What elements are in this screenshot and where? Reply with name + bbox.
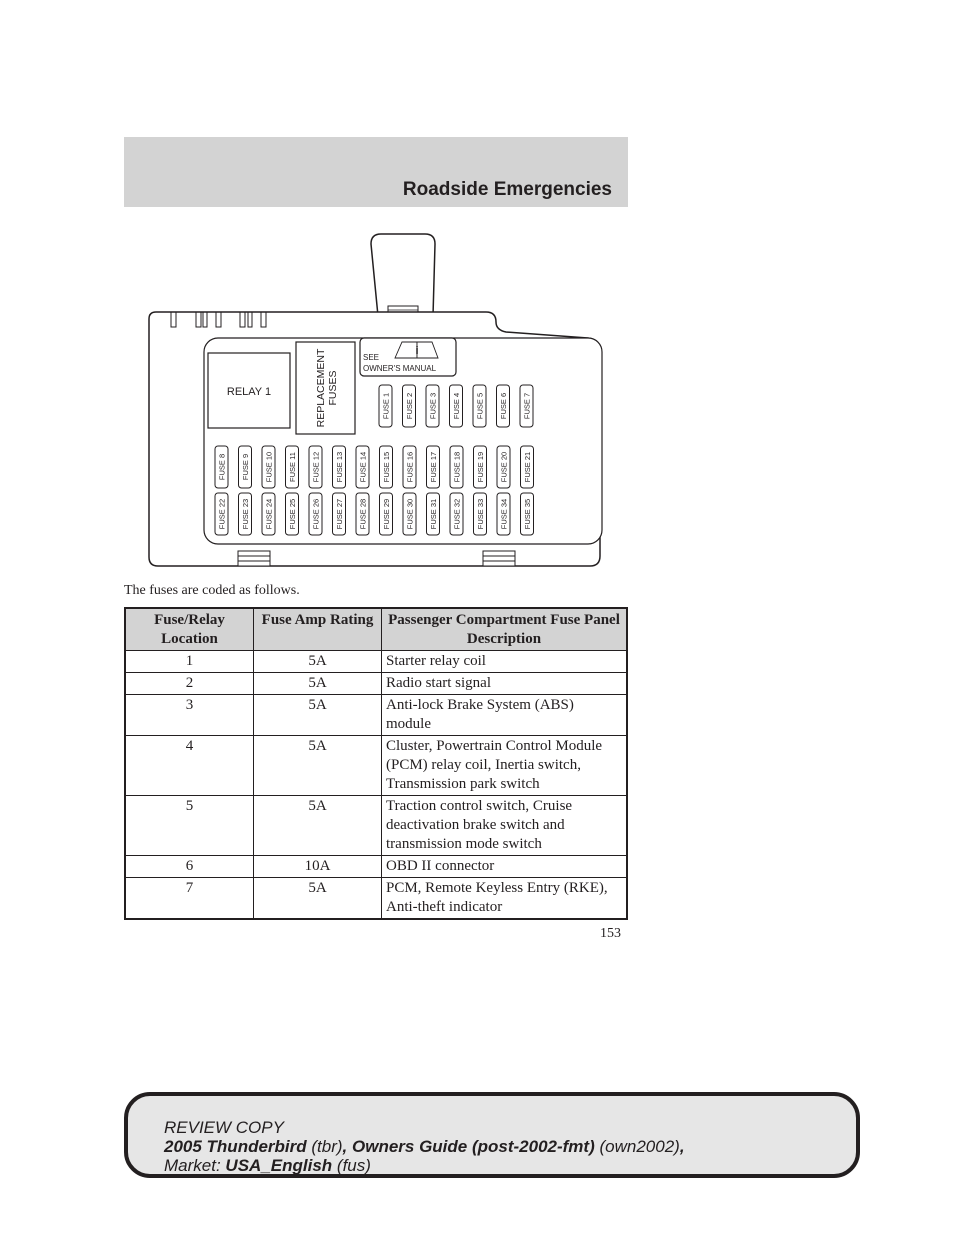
- owners-manual-label: OWNER'S MANUAL: [363, 364, 437, 373]
- fuse-label: FUSE 10: [264, 451, 274, 483]
- fuse-label: FUSE 7: [522, 392, 532, 420]
- fuse-label: FUSE 33: [476, 498, 485, 530]
- replacement-fuses-line1: REPLACEMENT: [315, 348, 327, 428]
- fuse-label: FUSE 8: [217, 453, 227, 481]
- cell-location: 7: [125, 878, 254, 920]
- cell-description: Starter relay coil: [382, 651, 628, 673]
- trailing-comma: ,: [679, 1137, 685, 1156]
- fuse-label: FUSE 16: [405, 451, 415, 483]
- fuse-panel-diagram: [140, 230, 610, 575]
- fuse-label: FUSE 1: [381, 392, 391, 420]
- fuse-label: FUSE 14: [358, 451, 368, 483]
- section-title: Roadside Emergencies: [402, 179, 612, 200]
- fuse-label: FUSE 9: [241, 453, 250, 481]
- fuse-label: FUSE 25: [288, 498, 297, 530]
- guide-name: , Owners Guide (post-2002-fmt): [342, 1137, 595, 1156]
- model-code: (tbr): [311, 1137, 343, 1156]
- cell-amp: 5A: [254, 673, 382, 695]
- fuse-label: FUSE 11: [288, 452, 297, 482]
- cell-location: 2: [125, 673, 254, 695]
- intro-text: The fuses are coded as follows.: [124, 583, 300, 598]
- cell-amp: 5A: [254, 796, 382, 856]
- table-row: [125, 878, 627, 920]
- table-row: [125, 651, 627, 673]
- guide-code: (own2002): [599, 1137, 680, 1156]
- market-label: Market:: [164, 1156, 221, 1175]
- fuse-label: FUSE 29: [382, 498, 391, 530]
- review-copy-text: [164, 1118, 685, 1175]
- cell-amp: 5A: [254, 736, 382, 796]
- market-name: USA_English: [225, 1156, 333, 1175]
- review-copy-label: REVIEW COPY: [164, 1118, 284, 1137]
- fuse-label: FUSE 5: [475, 392, 485, 420]
- fuse-table: [124, 607, 628, 920]
- fuse-label: FUSE 6: [499, 392, 508, 420]
- cell-description: Traction control switch, Cruise deactivation brake switch and transmission mode switch: [382, 796, 628, 856]
- header-amp-rating: Fuse Amp Rating: [254, 608, 382, 651]
- cell-location: 6: [125, 856, 254, 878]
- fuse-label: FUSE 4: [452, 392, 461, 420]
- fuse-label: FUSE 23: [241, 498, 250, 530]
- table-header-row: [125, 608, 627, 651]
- fuse-label: FUSE 21: [523, 451, 532, 483]
- replacement-fuses-line2: FUSES: [327, 370, 339, 406]
- fuse-panel-svg: [140, 230, 610, 575]
- fuse-label: FUSE 31: [429, 498, 438, 530]
- market-code: (fus): [336, 1156, 371, 1175]
- cell-location: 5: [125, 796, 254, 856]
- header-description: Passenger Compartment Fuse Panel Description: [382, 608, 628, 651]
- cell-description: OBD II connector: [382, 856, 628, 878]
- model-name: 2005 Thunderbird: [164, 1137, 307, 1156]
- cell-amp: 5A: [254, 695, 382, 736]
- fuse-label: FUSE 27: [335, 498, 344, 530]
- cell-location: 1: [125, 651, 254, 673]
- fuse-label: FUSE 30: [405, 498, 415, 530]
- table-row: [125, 673, 627, 695]
- fuse-label: FUSE 15: [382, 451, 391, 483]
- fuse-label: FUSE 3: [428, 392, 438, 420]
- table-row: [125, 736, 627, 796]
- cell-description: Radio start signal: [382, 673, 628, 695]
- table-row: [125, 856, 627, 878]
- fuse-label: FUSE 26: [311, 498, 321, 530]
- fuse-label: FUSE 32: [452, 498, 462, 530]
- fuse-label: FUSE 28: [358, 498, 368, 530]
- fuse-label: FUSE 34: [499, 498, 509, 530]
- fuse-label: FUSE 17: [429, 451, 438, 483]
- cell-description: Cluster, Powertrain Control Module (PCM) relay coil, Inertia switch, Transmission park switch: [382, 736, 628, 796]
- header-location: Fuse/Relay Location: [125, 608, 254, 651]
- see-label: SEE: [363, 353, 380, 362]
- fuse-label: FUSE 35: [523, 498, 532, 530]
- fuse-label: FUSE 20: [499, 451, 509, 483]
- info-icon: i: [415, 345, 419, 357]
- fuse-label: FUSE 18: [452, 451, 462, 483]
- cell-location: 3: [125, 695, 254, 736]
- cell-location: 4: [125, 736, 254, 796]
- review-copy-footer: [124, 1092, 860, 1178]
- fuse-label: FUSE 2: [405, 392, 414, 420]
- cell-amp: 5A: [254, 878, 382, 920]
- relay-label: RELAY 1: [226, 386, 272, 398]
- table-row: [125, 796, 627, 856]
- table-row: [125, 695, 627, 736]
- fuse-label: FUSE 19: [476, 451, 485, 483]
- section-header: [124, 137, 628, 207]
- cell-amp: 5A: [254, 651, 382, 673]
- fuse-label: FUSE 24: [264, 498, 274, 530]
- page-number: 153: [600, 926, 621, 941]
- fuse-label: FUSE 13: [335, 451, 344, 483]
- cell-description: Anti-lock Brake System (ABS) module: [382, 695, 628, 736]
- fuse-label: FUSE 22: [217, 498, 227, 530]
- cell-description: PCM, Remote Keyless Entry (RKE), Anti-theft indicator: [382, 878, 628, 920]
- cell-amp: 10A: [254, 856, 382, 878]
- book-info-icon: [395, 342, 438, 358]
- fuse-label: FUSE 12: [311, 451, 321, 483]
